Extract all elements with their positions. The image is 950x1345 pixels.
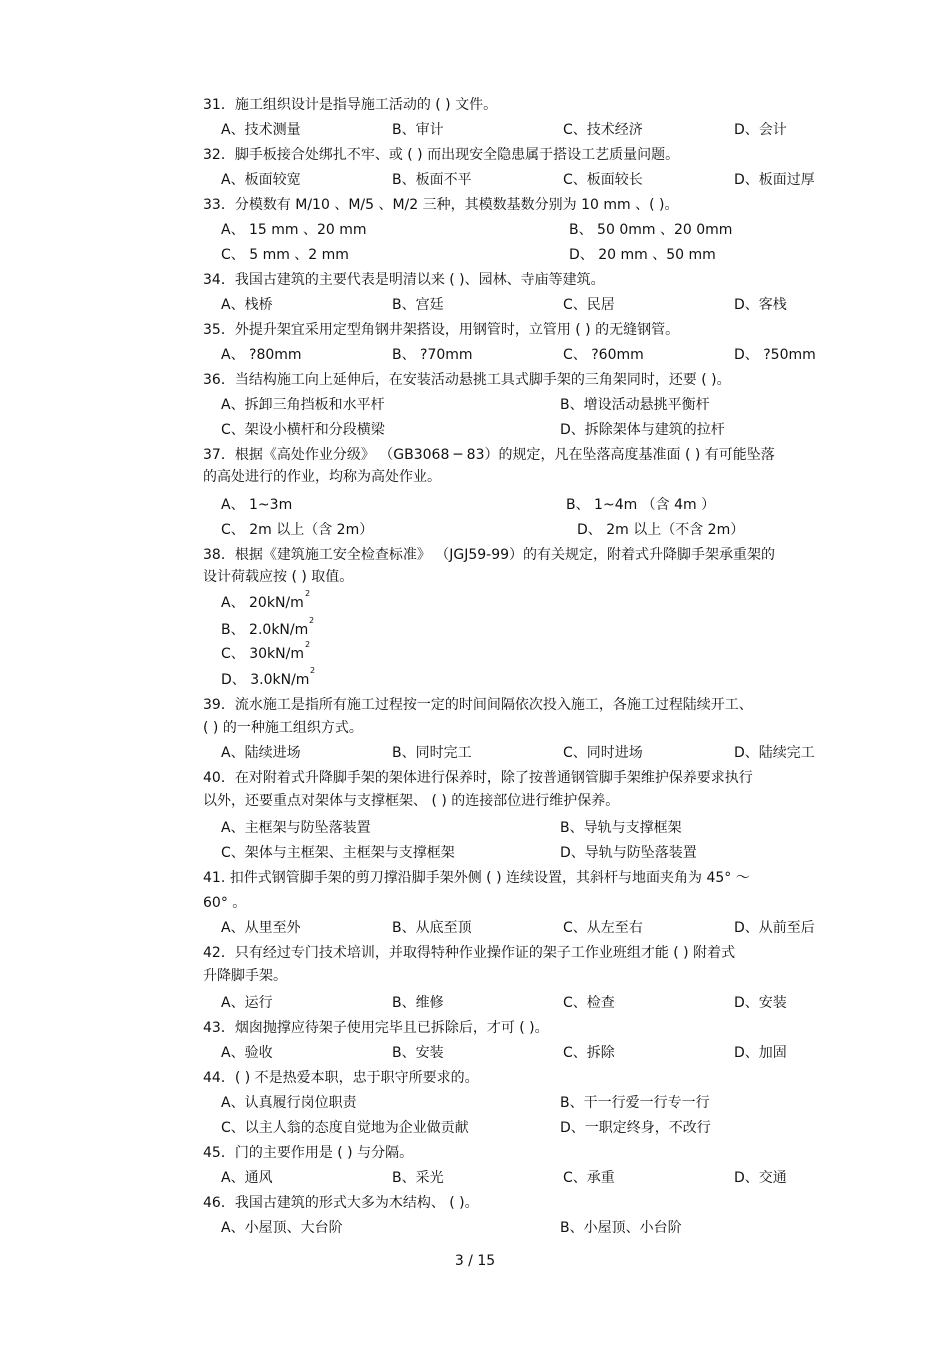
option-c-text: C、板面较长 [563,172,643,188]
question-text: 46．我国古建筑的形式大多为木结构、 ( )。 [203,1195,479,1211]
option-b-text: B、小屋顶、小台阶 [560,1220,682,1236]
superscript-text: 2 [305,589,311,598]
option-a-text: A、技术测量 [221,122,301,138]
option-a-text: A、陆续进场 [221,745,301,761]
option-b-text: D、 20 mm 、50 mm [569,247,716,263]
option-b-text: B、板面不平 [392,172,472,188]
option-a-text: A、从里至外 [221,920,301,936]
option-a-text: A、通风 [221,1170,273,1186]
option-a-text: C、以主人翁的态度自觉地为企业做贡献 [221,1120,469,1136]
option-a-text: A、验收 [221,1045,273,1061]
option-a-text: C、 5 mm 、2 mm [221,247,349,263]
option-d-text: D、安装 [734,995,787,1011]
option-b-text: B、从底至顶 [392,920,472,936]
option-b-text: B、 1~4m （含 4m ） [566,497,716,513]
option-a-text: A、小屋顶、大台阶 [221,1220,343,1236]
option-d-text: D、交通 [734,1170,787,1186]
question-text: 60° 。 [203,895,247,911]
superscript-text: 2 [309,616,315,625]
option-c-text: C、技术经济 [563,122,643,138]
option-a-text: A、认真履行岗位职责 [221,1095,357,1111]
question-text: 43．烟囱抛撑应待架子使用完毕且已拆除后，才可 ( )。 [203,1020,549,1036]
option-a-text: C、架体与主框架、主框架与支撑框架 [221,845,455,861]
question-text: 升降脚手架。 [203,968,287,984]
option-a-text: C、架设小横杆和分段横梁 [221,422,385,438]
question-text: 42．只有经过专门技术培训，并取得特种作业操作证的架子工作业班组才能 ( ) 附着式 [203,945,736,961]
option-b-text: B、宫廷 [392,297,444,313]
option-text: A、 20kN/m [221,595,304,611]
option-a-text: A、 1~3m [221,497,293,513]
option-b-text: B、增设活动悬挑平衡杆 [560,397,710,413]
option-b-text: B、导轨与支撑框架 [560,820,682,836]
question-text: 35．外提升架宜采用定型角钢井架搭设，用钢管时，立管用 ( ) 的无缝钢管。 [203,322,680,338]
option-c-text: C、检查 [563,995,615,1011]
option-b-text: D、导轨与防坠落装置 [560,845,697,861]
question-text: 45．门的主要作用是 ( ) 与分隔。 [203,1145,414,1161]
option-d-text: D、陆续完工 [734,745,815,761]
option-b-text: B、 ?70mm [392,347,473,363]
option-a-text: A、运行 [221,995,273,1011]
option-b-text: B、干一行爱一行专一行 [560,1095,710,1111]
option-d-text: D、会计 [734,122,787,138]
option-b-text: B、审计 [392,122,444,138]
question-text: 的高处进行的作业，均称为高处作业。 [203,469,441,485]
option-c-text: C、从左至右 [563,920,643,936]
page-number: 3 / 15 [454,1253,496,1269]
option-text: B、 2.0kN/m [221,622,309,638]
option-c-text: C、拆除 [563,1045,615,1061]
option-b-text: D、拆除架体与建筑的拉杆 [560,422,725,438]
question-text: 31．施工组织设计是指导施工活动的 ( ) 文件。 [203,97,498,113]
option-b-text: D、一职定终身，不改行 [560,1120,711,1136]
option-text: C、 30kN/m [221,646,304,662]
option-a-text: A、 15 mm 、20 mm [221,222,367,238]
question-text: 39．流水施工是指所有施工过程按一定的时间间隔依次投入施工，各施工过程陆续开工、 [203,697,753,713]
option-a-text: A、拆卸三角挡板和水平杆 [221,397,385,413]
question-text: 设计荷载应按 ( ) 取值。 [203,569,354,585]
option-a-text: A、主框架与防坠落装置 [221,820,371,836]
option-a-text: A、 ?80mm [221,347,302,363]
option-d-text: D、加固 [734,1045,787,1061]
option-c-text: C、 ?60mm [563,347,644,363]
question-text: 以外，还要重点对架体与支撑框架、 ( ) 的连接部位进行维护保养。 [203,793,620,809]
option-text: D、 3.0kN/m [221,672,310,688]
option-c-text: C、民居 [563,297,615,313]
option-b-text: B、同时完工 [392,745,472,761]
option-b-text: B、安装 [392,1045,444,1061]
superscript-text: 2 [310,666,316,675]
option-a-text: A、栈桥 [221,297,273,313]
question-text: 33．分模数有 M/10 、M/5 、M/2 三种，其模数基数分别为 10 mm 、( )。 [203,197,679,213]
option-b-text: B、维修 [392,995,444,1011]
option-d-text: D、板面过厚 [734,172,815,188]
question-text: 37．根据《高处作业分级》 （GB3068 ─ 83）的规定，凡在坠落高度基准面 ( ) 有可能坠落 [203,447,775,463]
option-b-text: B、采光 [392,1170,444,1186]
option-d-text: D、客栈 [734,297,787,313]
question-text: 40．在对附着式升降脚手架的架体进行保养时，除了按普通钢管脚手架维护保养要求执行 [203,770,753,786]
option-c-text: C、承重 [563,1170,615,1186]
option-b-text: B、 50 0mm 、20 0mm [569,222,733,238]
option-c-text: C、同时进场 [563,745,643,761]
option-b-text: D、 2m 以上（不含 2m） [577,522,745,538]
question-text: 34．我国古建筑的主要代表是明清以来 ( )、园林、寺庙等建筑。 [203,272,605,288]
question-text: 44．( ) 不是热爱本职，忠于职守所要求的。 [203,1070,479,1086]
option-d-text: D、从前至后 [734,920,815,936]
option-a-text: C、 2m 以上（含 2m） [221,522,374,538]
question-text: ( ) 的一种施工组织方式。 [203,720,363,736]
option-a-text: A、板面较宽 [221,172,301,188]
superscript-text: 2 [305,640,311,649]
question-text: 32．脚手板接合处绑扎不牢、或 ( ) 而出现安全隐患属于搭设工艺质量问题。 [203,147,680,163]
question-text: 38．根据《建筑施工安全检查标准》 （JGJ59-99）的有关规定，附着式升降脚手架承重架的 [203,547,776,563]
question-text: 41. 扣件式钢管脚手架的剪刀撑沿脚手架外侧 ( ) 连续设置，其斜杆与地面夹角为 45° ～ [203,870,750,886]
option-d-text: D、 ?50mm [734,347,816,363]
question-text: 36．当结构施工向上延伸后，在安装活动悬挑工具式脚手架的三角架同时，还要 ( )。 [203,372,731,388]
